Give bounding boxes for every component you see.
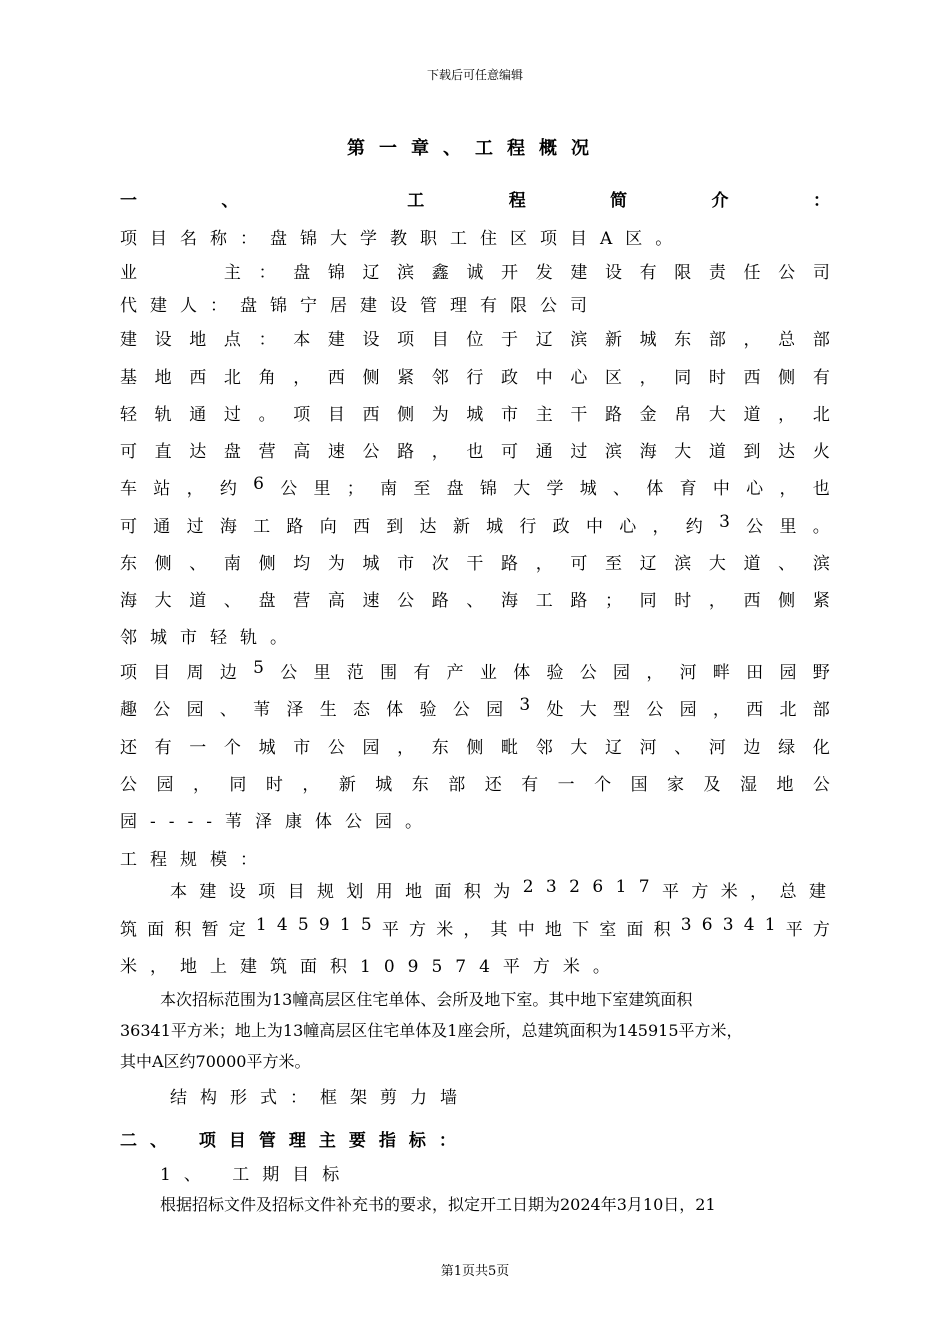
text-line: 东 侧 、 南 侧 均 为 城 市 次 干 路 ， 可 至 辽 滨 大 道 、 滨 xyxy=(120,554,830,574)
structure-line: 结构形式：框架剪力墙 xyxy=(170,1088,470,1108)
text-line: 筑 面 积 暂 定 1 4 5 9 1 5 平 方 米 ， 其 中 地 下 室 面 积 3 6 3 4 1 平 方 xyxy=(120,915,830,940)
text-line: 园----苇泽康体公园。 xyxy=(120,812,435,832)
scale-heading: 工程规模： xyxy=(120,850,270,870)
chapter-title: 第一章、工程概况 xyxy=(347,138,603,159)
text-line: 公 园 ， 同 时 ， 新 城 东 部 还 有 一 个 国 家 及 湿 地 公 xyxy=(120,775,830,795)
text-line: 基 地 西 北 角 ， 西 侧 紧 邻 行 政 中 心 区 ， 同 时 西 侧 有 xyxy=(120,368,830,388)
text-line: 可 直 达 盘 营 高 速 公 路 ， 也 可 通 过 滨 海 大 道 到 达 火 xyxy=(120,442,830,462)
text-line: 邻城市轻轨。 xyxy=(120,628,300,648)
text-line: 米，地上建筑面积109574平方米。 xyxy=(120,957,623,977)
owner-line: 业 主 ： 盘 锦 辽 滨 鑫 诚 开 发 建 设 有 限 责 任 公 司 xyxy=(120,263,830,283)
text-line: 根据招标文件及招标文件补充书的要求，拟定开工日期为2024年3月10日，21 xyxy=(160,1195,716,1214)
subheading-schedule: 1、 工期目标 xyxy=(160,1165,353,1185)
page-footer: 第1页共5页 xyxy=(440,1264,510,1279)
text-line: 趣 公 园 、 苇 泽 生 态 体 验 公 园 3 处 大 型 公 园 ， 西 北 部 xyxy=(120,695,830,720)
text-line: 本 建 设 项 目 规 划 用 地 面 积 为 2 3 2 6 1 7 平 方 米 ， 总 建 xyxy=(170,877,826,902)
text-line: 36341平方米；地上为13幢高层区住宅单体及1座会所，总建筑面积为145915平方米， xyxy=(120,1021,743,1040)
section-heading-2: 二、 项目管理主要指标： xyxy=(120,1131,469,1151)
text-line: 车 站 ， 约 6 公 里 ； 南 至 盘 锦 大 学 城 、 体 育 中 心 ， 也 xyxy=(120,474,830,499)
text-line: 建 设 地 点 ： 本 建 设 项 目 位 于 辽 滨 新 城 东 部 ， 总 部 xyxy=(120,330,830,350)
text-line: 可 通 过 海 工 路 向 西 到 达 新 城 行 政 中 心 ， 约 3 公 里 。 xyxy=(120,512,830,537)
project-name-line: 项目名称：盘锦大学教职工住区项目A区。 xyxy=(120,229,686,249)
text-line: 其中A区约70000平方米。 xyxy=(120,1052,311,1071)
text-line: 还 有 一 个 城 市 公 园 ， 东 侧 毗 邻 大 辽 河 、 河 边 绿 化 xyxy=(120,738,830,758)
text-line: 本次招标范围为13幢高层区住宅单体、会所及地下室。其中地下室建筑面积 xyxy=(160,990,693,1009)
agent-line: 代建人：盘锦宁居建设管理有限公司 xyxy=(120,296,600,316)
text-line: 海 大 道 、 盘 营 高 速 公 路 、 海 工 路 ； 同 时 ， 西 侧 紧 xyxy=(120,591,830,611)
text-line: 项 目 周 边 5 公 里 范 围 有 产 业 体 验 公 园 ， 河 畔 田 园 野 xyxy=(120,658,830,683)
section-heading-1: 一 、 工 程 简 介 ： xyxy=(120,191,830,211)
text-line: 轻 轨 通 过 。 项 目 西 侧 为 城 市 主 干 路 金 帛 大 道 ， 北 xyxy=(120,405,830,425)
page-header: 下载后可任意编辑 xyxy=(426,68,523,82)
